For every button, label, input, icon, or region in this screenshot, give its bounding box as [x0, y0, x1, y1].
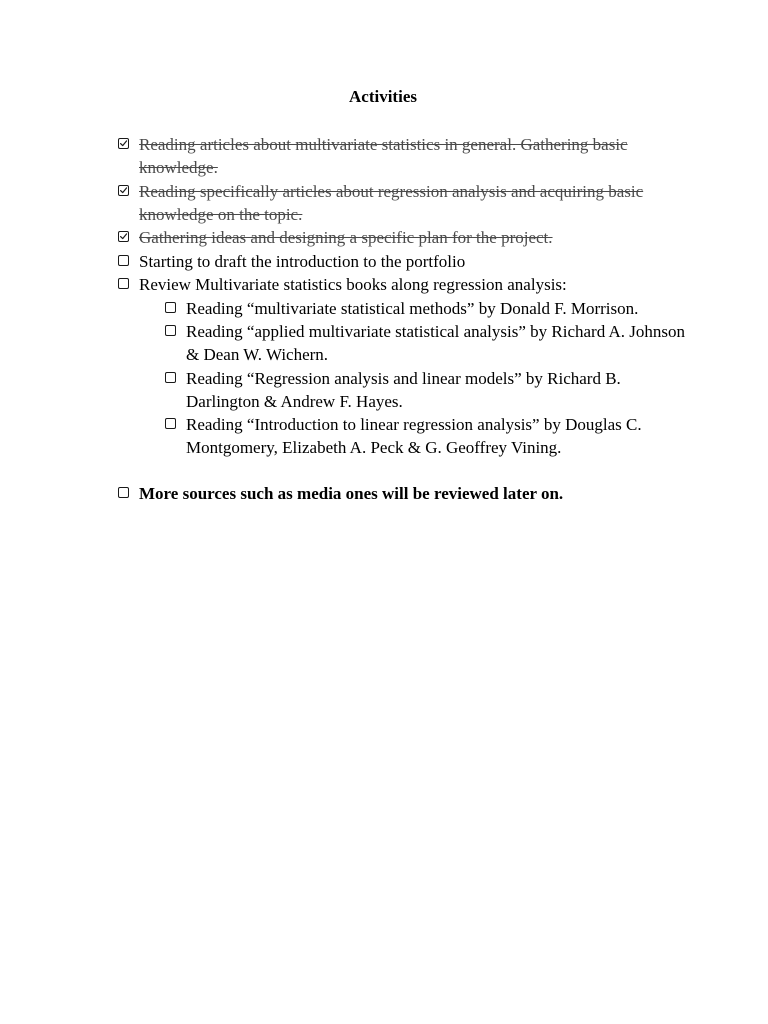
checklist-item-articles-general — [117, 133, 692, 179]
page-title: Activities — [349, 87, 417, 106]
unchecked-checkbox-icon[interactable] — [165, 372, 176, 383]
checklist-item-draft-introduction — [117, 250, 692, 273]
checklist-item-more-sources — [117, 482, 692, 505]
checklist-item-text: Reading “multivariate statistical methods” by Donald F. Morrison. — [186, 298, 639, 318]
checked-checkbox-icon[interactable] — [118, 231, 129, 242]
checklist-item-review-books — [117, 273, 692, 296]
unchecked-checkbox-icon[interactable] — [118, 487, 129, 498]
checklist-subitem-johnson-wichern — [164, 320, 692, 366]
checklist-item-text: Reading “Regression analysis and linear models” by Richard B. Darlington & Andrew F. Hayes. — [186, 368, 621, 411]
unchecked-checkbox-icon[interactable] — [165, 325, 176, 336]
checklist-item-text: More sources such as media ones will be reviewed later on. — [139, 484, 564, 503]
activities-checklist — [117, 133, 692, 506]
checklist-subitem-montgomery — [164, 413, 692, 459]
checklist-subitem-darlington-hayes — [164, 367, 692, 413]
checklist-item-text: Reading specifically articles about regression analysis and acquiring basic knowledge on the topic. — [139, 181, 644, 224]
checklist-item-text: Starting to draft the introduction to the portfolio — [139, 251, 466, 271]
checklist-item-articles-regression — [117, 180, 692, 226]
unchecked-checkbox-icon[interactable] — [118, 255, 129, 266]
checklist-item-text: Reading articles about multivariate statistics in general. Gathering basic knowledge. — [139, 135, 628, 177]
checklist-subitem-morrison — [164, 297, 692, 320]
checked-checkbox-icon[interactable] — [118, 138, 129, 149]
checklist-item-text: Reading “Introduction to linear regression analysis” by Douglas C. Montgomery, Elizabeth A. Peck & G. Geoffrey Vining. — [186, 415, 642, 457]
unchecked-checkbox-icon[interactable] — [118, 278, 129, 289]
checklist-item-text: Reading “applied multivariate statistical analysis” by Richard A. Johnson & Dean W. Wichern. — [186, 322, 686, 364]
checklist-item-project-plan — [117, 226, 692, 249]
checklist-item-text: Gathering ideas and designing a specific plan for the project. — [139, 228, 553, 247]
checklist-item-text: Review Multivariate statistics books along regression analysis: — [139, 275, 567, 294]
unchecked-checkbox-icon[interactable] — [165, 418, 176, 429]
unchecked-checkbox-icon[interactable] — [165, 302, 176, 313]
checked-checkbox-icon[interactable] — [118, 185, 129, 196]
